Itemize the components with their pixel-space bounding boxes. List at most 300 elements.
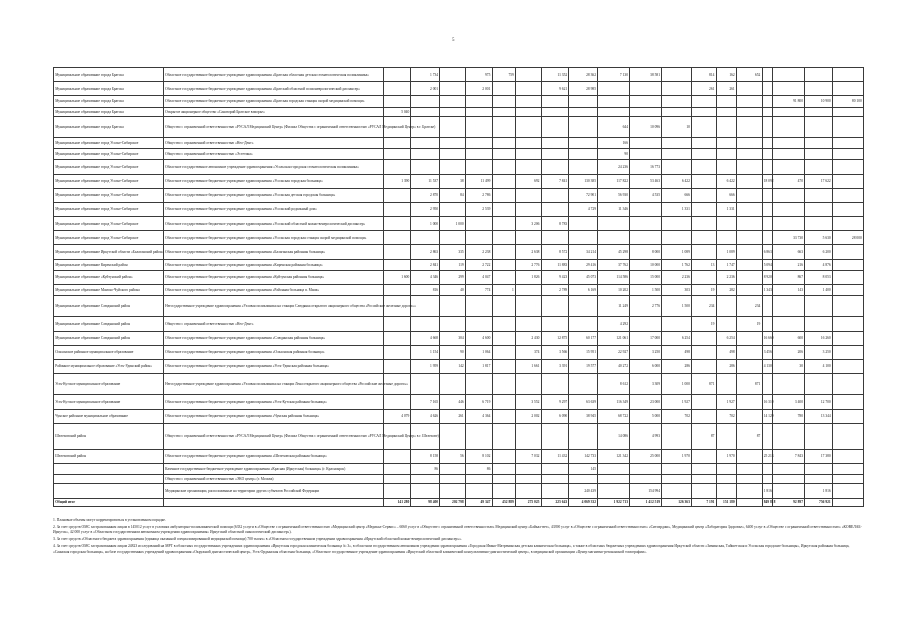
footnote: 1. Плановые объемы могут корректироваться в установленном порядке. xyxy=(53,518,166,522)
value-cell: 303 xyxy=(662,285,692,296)
value-cell: 3 206 xyxy=(516,217,542,231)
table-row xyxy=(54,231,864,245)
municipality-cell: Муниципальное образование города Братска xyxy=(54,116,164,137)
value-cell: 22 927 xyxy=(598,345,630,359)
value-cell: 3 566 xyxy=(541,345,569,359)
value-cell xyxy=(440,231,466,245)
municipality-cell xyxy=(54,484,164,498)
value-cell: 15 000 xyxy=(630,270,662,284)
value-cell xyxy=(736,137,762,148)
value-cell: 1 826 xyxy=(516,270,542,284)
value-cell xyxy=(805,475,833,484)
value-cell xyxy=(383,285,411,296)
value-cell: 84 xyxy=(440,188,466,202)
value-cell: 2 863 xyxy=(411,245,440,259)
value-cell xyxy=(492,245,515,259)
value-cell: 234 xyxy=(692,296,717,317)
value-cell: 1 970 xyxy=(662,449,692,463)
footnote: 4. За счет средств ОМС застрахованным лицам 24823 исследований на МРТ в областных государственных учреждениях здравоохранения «Иркутская городская клиническая больница № 3», в областном государственном автономном учреждении здравоохранения «Городская Ивано-Матренинская детская клиническая больница», а также в областных бюджетных учреждениях здравоохранения Иркутской области «Зиминская, Тайшетская и Усольская городские больницы», Иркутская районная больница, «Саянская городская больница», на базе государственных учреждений здравоохранения «Окружной диагностический центр», Усть-Ордынская областная больница, «Областное государственное учреждение здравоохранения «Иркутский областной клинический консультативно-диагностический центр», в медицинской организации «Центр магнитно-резонансной томографии». xyxy=(53,543,850,554)
value-cell: 2 789 xyxy=(541,285,569,296)
report-table xyxy=(53,67,864,507)
municipality-cell: Муниципальное образование город Усолье-Сибирское xyxy=(54,174,164,188)
value-cell xyxy=(630,149,662,160)
value-cell: 29 416 xyxy=(569,259,598,270)
municipality-cell: Муниципальное образование Иркутской области «Балаганский район» xyxy=(54,245,164,259)
value-cell: 117 822 xyxy=(598,174,630,188)
municipality-cell: Усть-Кутское муниципальное образование xyxy=(54,374,164,395)
organization-cell: Общество с ограниченной ответственностью «РУСАЛ Медицинский Центр» (Филиал Общества с ограниченной ответственностью «РУСАЛ Медицинский Центр» в г. Шелехове) xyxy=(163,423,383,449)
value-cell: 56 xyxy=(440,449,466,463)
value-cell: 24 236 xyxy=(598,160,630,174)
value-cell xyxy=(440,107,466,116)
value-cell xyxy=(662,82,692,96)
value-cell: 72 901 xyxy=(569,188,598,202)
municipality-cell xyxy=(54,464,164,475)
value-cell: 80 100 xyxy=(832,96,863,107)
total-value-cell: 49 347 xyxy=(465,498,492,506)
value-cell xyxy=(465,317,492,331)
municipality-cell: Муниципальное образование город Усолье-Сибирское xyxy=(54,188,164,202)
value-cell: 25 000 xyxy=(630,449,662,463)
value-cell: 25 213 xyxy=(762,449,773,463)
table-row xyxy=(54,317,864,331)
value-cell: 1 661 xyxy=(516,359,542,373)
total-value-cell xyxy=(832,498,863,506)
value-cell xyxy=(630,231,662,245)
value-cell: 30 xyxy=(773,359,805,373)
value-cell: 1 343 xyxy=(762,285,773,296)
value-cell xyxy=(832,331,863,345)
value-cell: 261 xyxy=(440,409,466,423)
total-value-cell: 141 280 xyxy=(383,498,411,506)
value-cell: 16 260 xyxy=(805,331,833,345)
table-row xyxy=(54,285,864,296)
table-row xyxy=(54,464,864,475)
municipality-cell: Муниципальное образование город Усолье-Сибирское xyxy=(54,231,164,245)
organization-cell: Областное государственное бюджетное учреждение здравоохранения «Братская городская станция скорой медицинской помощи» xyxy=(163,96,383,107)
value-cell: 6 254 xyxy=(662,331,692,345)
value-cell: 2 722 xyxy=(465,259,492,270)
value-cell: 4 993 xyxy=(630,423,662,449)
value-cell xyxy=(773,188,805,202)
value-cell xyxy=(516,296,542,317)
value-cell: 145 xyxy=(569,464,598,475)
total-value-cell: 275 025 xyxy=(516,498,542,506)
value-cell xyxy=(692,359,717,373)
municipality-cell xyxy=(54,475,164,484)
value-cell: 11 346 xyxy=(598,202,630,216)
value-cell xyxy=(383,160,411,174)
value-cell: 335 xyxy=(440,245,466,259)
value-cell xyxy=(492,217,515,231)
table-row xyxy=(54,374,864,395)
value-cell xyxy=(716,96,736,107)
value-cell xyxy=(805,137,833,148)
value-cell xyxy=(662,107,692,116)
value-cell xyxy=(492,174,515,188)
value-cell xyxy=(465,484,492,498)
value-cell xyxy=(832,116,863,137)
value-cell xyxy=(762,217,773,231)
value-cell xyxy=(832,374,863,395)
value-cell xyxy=(383,359,411,373)
value-cell: 867 xyxy=(773,270,805,284)
value-cell xyxy=(541,202,569,216)
value-cell xyxy=(492,345,515,359)
value-cell xyxy=(692,107,717,116)
value-cell xyxy=(692,331,717,345)
organization-cell: Областное государственное бюджетное учреждение здравоохранения «Киренская районная больница» xyxy=(163,259,383,270)
value-cell xyxy=(630,217,662,231)
municipality-cell: Муниципальное образование города Братска xyxy=(54,96,164,107)
value-cell xyxy=(411,231,440,245)
value-cell: 12 700 xyxy=(805,395,833,409)
value-cell xyxy=(492,317,515,331)
value-cell xyxy=(440,423,466,449)
value-cell: 87 xyxy=(692,423,717,449)
value-cell: 16 773 xyxy=(630,160,662,174)
value-cell xyxy=(662,423,692,449)
value-cell: 1 xyxy=(492,285,515,296)
value-cell xyxy=(440,464,466,475)
value-cell xyxy=(541,475,569,484)
value-cell xyxy=(383,484,411,498)
organization-cell: Негосударственное учреждение здравоохранения «Узловая поликлиника на станции Слюдянка открытого акционерного общества «Российские железные дороги»» xyxy=(163,296,383,317)
value-cell xyxy=(569,96,598,107)
value-cell xyxy=(762,160,773,174)
value-cell: 19 577 xyxy=(569,359,598,373)
value-cell: 14 086 xyxy=(598,423,630,449)
value-cell xyxy=(598,484,630,498)
value-cell xyxy=(832,409,863,423)
value-cell: 17 000 xyxy=(630,331,662,345)
value-cell xyxy=(736,160,762,174)
municipality-cell: Муниципальное образование Киренский район xyxy=(54,259,164,270)
value-cell: 4 668 xyxy=(411,331,440,345)
value-cell xyxy=(762,149,773,160)
value-cell: 4 535 xyxy=(630,188,662,202)
value-cell xyxy=(736,395,762,409)
value-cell: 5 000 xyxy=(630,409,662,423)
value-cell: 11 883 xyxy=(541,259,569,270)
value-cell: 3 250 xyxy=(630,345,662,359)
value-cell: 2 236 xyxy=(662,270,692,284)
value-cell xyxy=(736,231,762,245)
value-cell xyxy=(440,137,466,148)
value-cell xyxy=(832,345,863,359)
value-cell xyxy=(440,96,466,107)
value-cell: 5 040 xyxy=(383,107,411,116)
organization-cell: Общество с ограниченной ответственностью «ЭКО центр» (г. Москва) xyxy=(163,475,383,484)
value-cell: 299 xyxy=(440,270,466,284)
value-cell xyxy=(541,374,569,395)
value-cell xyxy=(762,231,773,245)
value-cell: 10 000 xyxy=(630,259,662,270)
value-cell: 1 816 xyxy=(762,484,773,498)
value-cell: 2 236 xyxy=(716,270,736,284)
value-cell: 8 158 xyxy=(411,449,440,463)
municipality-cell: Муниципальное образование город Усолье-Сибирское xyxy=(54,160,164,174)
value-cell: 90 xyxy=(598,149,630,160)
value-cell xyxy=(541,188,569,202)
organization-cell: Областное государственное бюджетное учреждение здравоохранения «Усольская городская больница» xyxy=(163,174,383,188)
value-cell xyxy=(516,317,542,331)
value-cell: 3 552 xyxy=(516,395,542,409)
value-cell: 3 391 xyxy=(541,359,569,373)
value-cell xyxy=(569,374,598,395)
value-cell xyxy=(832,188,863,202)
value-cell: 1 000 xyxy=(662,374,692,395)
value-cell xyxy=(383,317,411,331)
value-cell xyxy=(716,423,736,449)
value-cell xyxy=(662,96,692,107)
value-cell: 18 092 xyxy=(762,174,773,188)
value-cell xyxy=(598,82,630,96)
value-cell: 7 165 xyxy=(411,395,440,409)
organization-cell: Областное государственное бюджетное учреждение здравоохранения «Ольхонская районная больница» xyxy=(163,345,383,359)
value-cell xyxy=(492,359,515,373)
value-cell xyxy=(569,231,598,245)
value-cell xyxy=(692,231,717,245)
value-cell xyxy=(411,374,440,395)
value-cell xyxy=(716,137,736,148)
value-cell: 666 xyxy=(662,188,692,202)
value-cell xyxy=(716,231,736,245)
table-row xyxy=(54,296,864,317)
value-cell: 4 626 xyxy=(411,409,440,423)
value-cell xyxy=(541,464,569,475)
total-label: Общий итог xyxy=(54,498,164,506)
municipality-cell: Муниципальное образование Мамско-Чуйского района xyxy=(54,285,164,296)
value-cell xyxy=(832,174,863,188)
value-cell xyxy=(805,423,833,449)
total-value-cell: 225 643 xyxy=(541,498,569,506)
value-cell xyxy=(541,423,569,449)
value-cell xyxy=(465,423,492,449)
value-cell: 23 000 xyxy=(630,395,662,409)
value-cell xyxy=(516,116,542,137)
value-cell: 871 xyxy=(692,374,717,395)
value-cell xyxy=(692,96,717,107)
value-cell: 6 863 xyxy=(762,245,773,259)
value-cell xyxy=(465,231,492,245)
value-cell: 12 875 xyxy=(541,331,569,345)
value-cell: 1 500 xyxy=(662,296,692,317)
value-cell: 6 169 xyxy=(569,285,598,296)
value-cell xyxy=(516,285,542,296)
organization-cell: Медицинские организации, расположенные на территории других субъектов Российской Федерации xyxy=(163,484,383,498)
value-cell xyxy=(411,475,440,484)
value-cell: 286 xyxy=(716,359,736,373)
value-cell xyxy=(492,107,515,116)
table-row xyxy=(54,395,864,409)
organization-cell: Общество с ограниченной ответственностью «Нео-Дент» xyxy=(163,317,383,331)
value-cell xyxy=(762,188,773,202)
municipality-cell: Муниципальное образование город Усолье-Сибирское xyxy=(54,217,164,231)
value-cell xyxy=(662,68,692,82)
value-cell xyxy=(598,107,630,116)
value-cell xyxy=(832,359,863,373)
organization-cell: Областное государственное бюджетное учреждение здравоохранения «Куйтунская районная больница» xyxy=(163,270,383,284)
footnote: 3. За счет средств «Областного бюджета здравоохранения (единица оказанной специализированной медицинской помощи) 700 тысяч» в «Областном государственном учреждении здравоохранения «Иркутский областной кожно-венерологический диспансер»». xyxy=(53,537,462,542)
total-value-cell xyxy=(736,498,762,506)
value-cell: 1 927 xyxy=(716,395,736,409)
value-cell xyxy=(440,484,466,498)
municipality-cell: Муниципальное образование Слюдянский район xyxy=(54,331,164,345)
value-cell xyxy=(541,96,569,107)
value-cell xyxy=(762,202,773,216)
value-cell xyxy=(762,317,773,331)
value-cell: 1 000 xyxy=(411,217,440,231)
value-cell xyxy=(383,68,411,82)
value-cell xyxy=(598,217,630,231)
value-cell: 8 572 xyxy=(541,245,569,259)
value-cell xyxy=(662,231,692,245)
value-cell: 91 800 xyxy=(773,96,805,107)
value-cell xyxy=(832,217,863,231)
value-cell: 45 073 xyxy=(569,270,598,284)
value-cell xyxy=(692,245,717,259)
value-cell xyxy=(773,484,805,498)
value-cell xyxy=(465,296,492,317)
value-cell xyxy=(716,374,736,395)
total-value-cell: 756 921 xyxy=(805,498,833,506)
value-cell xyxy=(692,345,717,359)
value-cell: 1 089 xyxy=(662,245,692,259)
value-cell: 8 053 xyxy=(805,270,833,284)
value-cell xyxy=(716,475,736,484)
organization-cell: Казенное государственное бюджетное учреждение здравоохранения «Красная (Иркутская) больница» (г. Красноярск) xyxy=(163,464,383,475)
value-cell: 2 001 xyxy=(465,82,492,96)
value-cell: 33 730 xyxy=(773,231,805,245)
value-cell: 121 342 xyxy=(598,449,630,463)
table-row xyxy=(54,174,864,188)
footnote: 2. За счет средств ОМС застрахованным лицам в 145012 услуг в условиях амбулаторно-поликлинической помощи (6332 услуги в «Обществе с ограниченной ответственностью «Медицинский центр «Медикал-Сервис» – 6060 услуг в «Обществе с ограниченной ответственностью» Медицинский центр «Байкал-вет», 43390 услуг в «Обществе с ограниченной ответственностью» «Ситиэрджи», Медицинский центр «Лаборатория Здоровье», 6400 услуг в «Обществе с ограниченной ответственностью» «КОВЕЛАБ-Иркутск», 42 000 услуг в «Областном государственном автономном учреждении здравоохранения» Иркутский областной онкологический диспансер»). xyxy=(53,524,862,535)
table-row xyxy=(54,160,864,174)
value-cell xyxy=(692,449,717,463)
value-cell xyxy=(832,423,863,449)
value-cell xyxy=(492,331,515,345)
value-cell xyxy=(516,137,542,148)
value-cell xyxy=(832,202,863,216)
organization-cell: Общество с ограниченной ответственностью «Нео-Дент» xyxy=(163,137,383,148)
table-row xyxy=(54,107,864,116)
value-cell: 4 600 xyxy=(465,331,492,345)
value-cell xyxy=(630,137,662,148)
value-cell xyxy=(516,374,542,395)
value-cell xyxy=(492,374,515,395)
value-cell xyxy=(541,296,569,317)
value-cell xyxy=(736,116,762,137)
value-cell: 45 298 xyxy=(598,245,630,259)
value-cell: 6 200 xyxy=(805,245,833,259)
total-value-cell: 202 798 xyxy=(440,498,466,506)
value-cell xyxy=(736,475,762,484)
value-cell xyxy=(662,217,692,231)
value-cell xyxy=(662,484,692,498)
value-cell xyxy=(411,107,440,116)
value-cell xyxy=(736,245,762,259)
total-value-cell: 7 191 xyxy=(692,498,717,506)
table-row xyxy=(54,96,864,107)
value-cell xyxy=(662,160,692,174)
value-cell: 1 927 xyxy=(662,395,692,409)
value-cell xyxy=(465,374,492,395)
value-cell: 40 xyxy=(440,285,466,296)
value-cell: 11 537 xyxy=(411,174,440,188)
value-cell xyxy=(716,217,736,231)
value-cell xyxy=(832,395,863,409)
value-cell: 11 249 xyxy=(598,296,630,317)
value-cell xyxy=(569,107,598,116)
value-cell xyxy=(516,423,542,449)
value-cell: 1 400 xyxy=(805,285,833,296)
value-cell: 6 719 xyxy=(465,395,492,409)
value-cell xyxy=(692,270,717,284)
value-cell: 644 xyxy=(598,116,630,137)
value-cell: 692 xyxy=(516,174,542,188)
value-cell: 13 xyxy=(692,259,717,270)
value-cell xyxy=(662,475,692,484)
municipality-cell: Муниципальное образование город Усолье-Сибирское xyxy=(54,202,164,216)
organization-cell: Областное государственное бюджетное учреждение здравоохранения «Братский областной психоневрологический диспансер» xyxy=(163,82,383,96)
value-cell xyxy=(383,475,411,484)
value-cell xyxy=(805,296,833,317)
value-cell xyxy=(832,449,863,463)
value-cell: 4 079 xyxy=(383,409,411,423)
total-value-cell: 4 069 332 xyxy=(569,498,598,506)
value-cell: 1 817 xyxy=(465,359,492,373)
value-cell xyxy=(598,475,630,484)
municipality-cell: Муниципальное образование город Усолье-Сибирское xyxy=(54,149,164,160)
value-cell xyxy=(692,149,717,160)
value-cell xyxy=(736,217,762,231)
value-cell xyxy=(492,259,515,270)
value-cell xyxy=(692,202,717,216)
value-cell xyxy=(832,296,863,317)
value-cell: 2 950 xyxy=(411,202,440,216)
value-cell xyxy=(516,188,542,202)
value-cell xyxy=(440,475,466,484)
organization-cell: Негосударственное учреждение здравоохранения «Узловая поликлиника на станции Лена открытого акционерного общества «Российские железные дороги»» xyxy=(163,374,383,395)
total-value-cell: 849 818 xyxy=(762,498,773,506)
value-cell: 816 xyxy=(411,285,440,296)
table-row xyxy=(54,202,864,216)
value-cell: 663 xyxy=(773,245,805,259)
organization-cell: Областное государственное бюджетное учреждение здравоохранения «Усольский областной кожно-венерологический диспансер» xyxy=(163,217,383,231)
value-cell: 68 722 xyxy=(598,409,630,423)
value-cell xyxy=(736,270,762,284)
value-cell xyxy=(598,464,630,475)
value-cell: 774 xyxy=(465,285,492,296)
value-cell xyxy=(440,68,466,82)
value-cell xyxy=(736,107,762,116)
value-cell: 4 729 xyxy=(569,202,598,216)
value-cell xyxy=(598,231,630,245)
table-row xyxy=(54,217,864,231)
value-cell xyxy=(692,188,717,202)
value-cell xyxy=(832,317,863,331)
value-cell xyxy=(805,149,833,160)
value-cell: 4 100 xyxy=(805,359,833,373)
value-cell xyxy=(516,149,542,160)
value-cell xyxy=(773,82,805,96)
value-cell: 16 310 xyxy=(762,395,773,409)
value-cell xyxy=(736,464,762,475)
value-cell: 86 xyxy=(411,464,440,475)
value-cell: 166 xyxy=(598,137,630,148)
total-row xyxy=(54,498,864,506)
